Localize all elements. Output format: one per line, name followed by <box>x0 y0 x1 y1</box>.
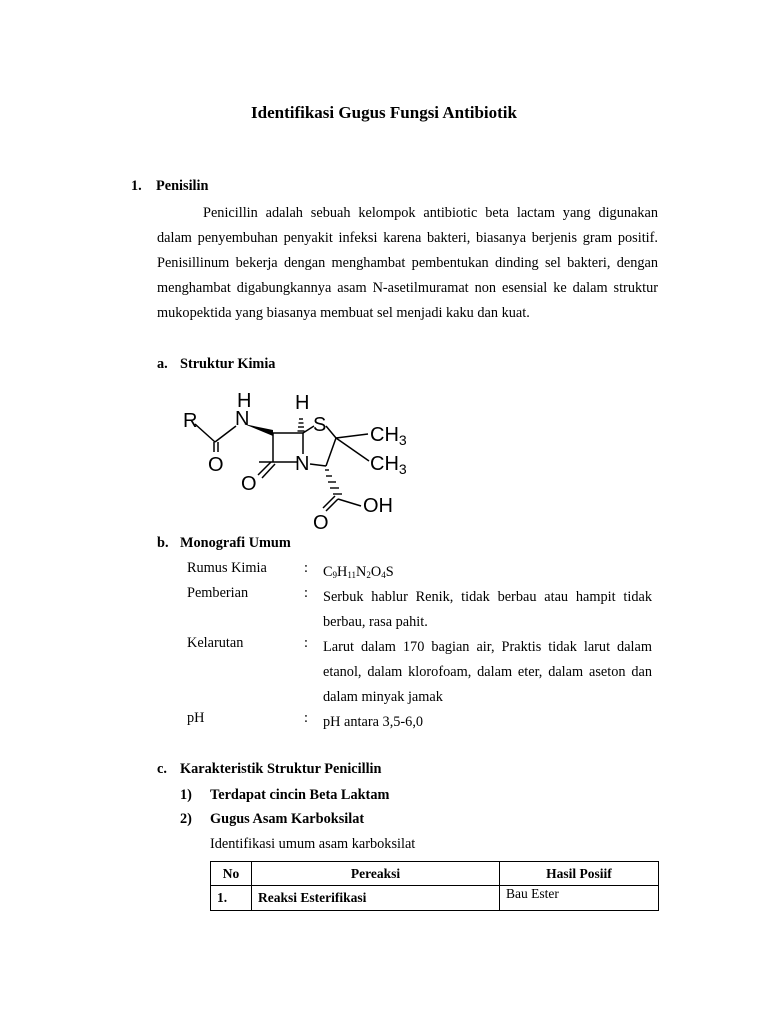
subheading-a-letter: a. <box>157 356 168 372</box>
label-ch3-bottom: $CH_3$ <box>370 453 407 477</box>
table-row <box>211 886 659 911</box>
list-item <box>180 811 364 828</box>
list-item-text: Gugus Asam Karboksilat <box>210 811 365 827</box>
monograph-colon: : <box>304 635 308 651</box>
list-item <box>180 787 389 804</box>
section-heading <box>131 178 208 195</box>
monograph-value: Serbuk hablur Renik, tidak berbau atau hampit tidak berbau, rasa pahit. <box>323 589 652 630</box>
monograph-label: Rumus Kimia <box>187 560 267 576</box>
subheading-a-title: Struktur Kimia <box>180 356 276 372</box>
subheading-a <box>157 356 275 373</box>
subheading-b <box>157 535 291 552</box>
label-o-amide: O <box>208 454 224 476</box>
header-result: Hasil Posiif <box>500 862 659 886</box>
list-item-text: Terdapat cincin Beta Laktam <box>210 787 390 803</box>
subheading-c-letter: c. <box>157 761 167 777</box>
monograph-colon: : <box>304 710 308 726</box>
document-title: Identifikasi Gugus Fungsi Antibiotik <box>251 103 517 122</box>
label-s: S <box>313 414 327 436</box>
cell-no: 1. <box>211 886 252 911</box>
list-item-number: 2) <box>180 811 192 827</box>
monograph-label: Pemberian <box>187 585 249 601</box>
monograph-label: Kelarutan <box>187 635 244 651</box>
label-n-ring: N <box>295 453 310 475</box>
table-intro: Identifikasi umum asam karboksilat <box>210 836 416 852</box>
monograph-colon: : <box>304 560 308 576</box>
header-reagent: Pereaksi <box>252 862 500 886</box>
label-h-ring: H <box>295 392 310 414</box>
chemical-formula: $C_9H_{11}N_2O_4S$ <box>323 564 394 580</box>
header-no: No <box>211 862 252 886</box>
label-o-acid: O <box>313 512 329 534</box>
section-title: Penisilin <box>156 178 209 194</box>
monograph-value: Larut dalam 170 bagian air, Praktis tidak larut dalam etanol, dalam klorofoam, dalam eter, dalam aseton dan dalam minyak jamak <box>323 639 652 705</box>
identification-table <box>210 861 659 911</box>
label-r: R <box>183 410 198 432</box>
section-number: 1. <box>131 178 142 194</box>
subheading-b-title: Monografi Umum <box>180 535 291 551</box>
monograph-label: pH <box>187 710 205 726</box>
monograph-value: pH antara 3,5-6,0 <box>323 714 424 730</box>
label-h-amide: H <box>237 390 252 412</box>
label-n-amide: N <box>235 408 250 430</box>
intro-paragraph: Penicillin adalah sebuah kelompok antibiotic beta lactam yang digunakan dalam penyembuhan penyakit infeksi karena bakteri, biasanya berjenis gram positif. Penisillinum bekerja dengan menghambat pembentukan dinding sel bakteri, dengan menghambat digabungkannya asam N-asetilmuramat non esensial ke dalam struktur mukopektida yang biasanya membuat sel menjadi kaku dan kuat. <box>157 205 658 321</box>
penicillin-structure <box>178 388 438 538</box>
label-o-lactam: O <box>241 473 257 495</box>
cell-result: Bau Ester <box>500 886 659 911</box>
subheading-c <box>157 761 381 778</box>
table-header-row <box>211 862 659 886</box>
cell-reagent: Reaksi Esterifikasi <box>252 886 500 911</box>
label-ch3-top: $CH_3$ <box>370 424 407 448</box>
list-item-number: 1) <box>180 787 192 803</box>
monograph-colon: : <box>304 585 308 601</box>
hash-bond-h <box>298 419 305 431</box>
label-oh: OH <box>363 495 393 517</box>
subheading-c-title: Karakteristik Struktur Penicillin <box>180 761 382 777</box>
hash-bond-acid <box>325 470 342 494</box>
subheading-b-letter: b. <box>157 535 169 551</box>
